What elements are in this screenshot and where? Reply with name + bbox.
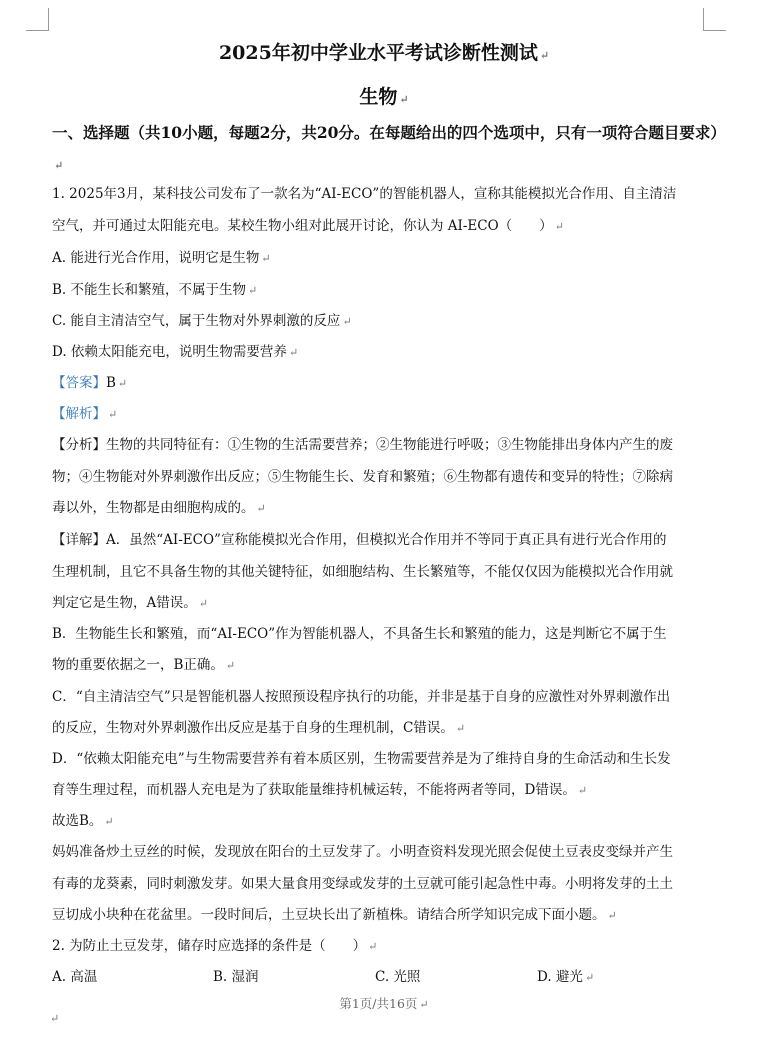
subject-title: 生物 ↵	[359, 86, 409, 108]
q1-detail-line-8: D．“依赖太阳能充电”与生物需要营养有着本质区别，生物需要营养是为了维持自身的生命活动和生长发	[52, 751, 671, 767]
q1-analysis-line-3: 毒以外，生物都是由细胞构成的。 ↵	[52, 500, 266, 516]
q1-detail-line-9: 育等生理过程，而机器人充电是为了获取能量维持机械运转，不能将两者等同，D错误。 ↵	[52, 782, 588, 798]
q2-option-d: D. 避光 ↵	[537, 969, 595, 985]
q1-detail-line-4: B．生物能生长和繁殖，而“AI-ECO”作为智能机器人，不具备生长和繁殖的能力，这是判断它不属于生	[52, 626, 667, 642]
q1-detail-line-3: 判定它是生物，A错误。 ↵	[52, 595, 208, 611]
q1-detail-line-5: 物的重要依据之一，B正确。 ↵	[52, 657, 236, 673]
q1-explanation-tag: 【解析】 ↵	[52, 406, 118, 422]
paragraph-mark: ↵	[50, 1012, 60, 1025]
q1-analysis-line-2: 物；④生物能对外界刺激作出反应；⑤生物能生长、发育和繁殖；⑥生物都有遗传和变异的特性；⑦除病	[52, 469, 673, 485]
q1-stem-line-1: 1. 2025年3月，某科技公司发布了一款名为“AI-ECO”的智能机器人，宣称其能模拟光合作用、自主清洁	[52, 186, 677, 202]
q2-option-b: B. 湿润	[213, 969, 259, 985]
q1-stem-line-2: 空气，并可通过太阳能充电。某校生物小组对此展开讨论，你认为 AI-ECO（ ） ↵	[52, 218, 564, 234]
passage-line-1: 妈妈准备炒土豆丝的时候，发现放在阳台的土豆发芽了。小明查资料发现光照会促使土豆表皮变绿并产生	[52, 844, 673, 860]
q1-option-c: C. 能自主清洁空气，属于生物对外界刺激的反应 ↵	[52, 313, 352, 329]
page-footer: 第1页/共16页 ↵	[339, 996, 429, 1011]
page-title: 2025年初中学业水平考试诊断性测试 ↵	[218, 42, 550, 64]
q1-conclusion: 故选B。 ↵	[52, 813, 114, 829]
q1-option-b: B. 不能生长和繁殖，不属于生物 ↵	[52, 282, 258, 298]
crop-mark-top-right	[703, 8, 726, 31]
q1-detail-line-6: C．“自主清洁空气”只是智能机器人按照预设程序执行的功能，并非是基于自身的应激性对外界刺激作出	[52, 689, 671, 705]
q1-option-d: D. 依赖太阳能充电，说明生物需要营养 ↵	[52, 344, 299, 360]
q1-analysis-line-1: 【分析】生物的共同特征有：①生物的生活需要营养；②生物能进行呼吸；③生物能排出身体内产生的废	[52, 437, 673, 453]
q1-option-a: A. 能进行光合作用，说明它是生物 ↵	[52, 250, 271, 266]
q1-answer: 【答案】B ↵	[52, 375, 128, 391]
q1-detail-line-1: 【详解】A．虽然“AI-ECO”宣称能模拟光合作用，但模拟光合作用并不等同于真正具有进行光合作用的	[52, 532, 667, 548]
crop-mark-top-left	[26, 8, 49, 31]
q1-detail-line-2: 生理机制，且它不具备生物的其他关键特征，如细胞结构、生长繁殖等，不能仅仅因为能模拟光合作用就	[52, 564, 673, 580]
q2-option-a: A. 高温	[52, 969, 98, 985]
q1-detail-line-7: 的反应，生物对外界刺激作出反应是基于自身的生理机制，C错误。 ↵	[52, 720, 466, 736]
section-heading: 一、选择题（共10小题，每题2分，共20分。在每题给出的四个选项中，只有一项符合题目要求）↵	[52, 123, 726, 172]
passage-line-2: 有毒的龙葵素，同时刺激发芽。如果大量食用变绿或发芽的土豆就可能引起急性中毒。小明将发芽的土土	[52, 876, 673, 892]
q2-stem: 2. 为防止土豆发芽，储存时应选择的条件是（ ） ↵	[52, 938, 378, 954]
q2-option-c: C. 光照	[375, 969, 421, 985]
passage-line-3: 豆切成小块种在花盆里。一段时间后，土豆块长出了新植株。请结合所学知识完成下面小题。 ↵	[52, 907, 617, 923]
